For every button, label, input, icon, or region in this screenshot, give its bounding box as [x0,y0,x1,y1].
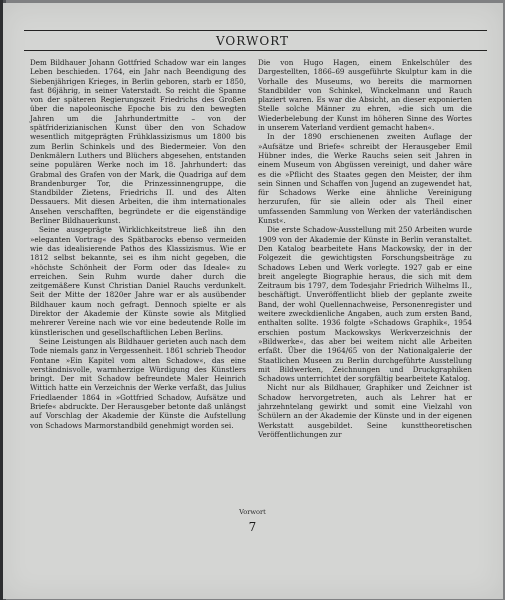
paragraph: Die erste Schadow-Ausstellung mit 250 Arbeiten wurde 1909 von der Akademie der Künste in Berlin veranstaltet. Den Katalog bearbeitete Hans Mackowsky, der in der Folgezeit die gewichtigsten Forschungsbeiträge zu Schadows Leben und Werk vorlegte. 1927 gab er eine breit angelegte Biographie heraus, die sich mit dem Zeitraum bis 1797, dem Todesjahr Friedrich Wilhelms II., beschäftigt. Unveröffentlicht blieb der geplante zweite Band, der wohl Quellennachweise, Personenregister und weitere zweckdienliche Angaben, auch zum ersten Band, enthalten sollte. 1936 folgte »Schadows Graphik«, 1954 erschien postum Mackowskys Werkverzeichnis der »Bildwerke«, das aber bei weitem nicht alle Arbeiten erfaßt. Über die 1964/65 von der Nationalgalerie der Staatlichen Museen zu Berlin durchgeführte Ausstellung mit Bildwerken, Zeichnungen und Druckgraphiken Schadows unterrichtet der sorgfältig bearbeitete Katalog. [258,225,472,384]
page-number: 7 [248,520,257,534]
paragraph: Nicht nur als Bildhauer, Graphiker und Zeichner ist Schadow hervorgetreten, auch als Lehrer hat er jahrzehntelang gewirkt und somit eine Vielzahl von Schülern an der Akademie der Künste und in der eigenen Werkstatt ausgebildet. Seine kunsttheoretischen Veröffentlichungen zur [258,383,472,439]
left-text-column [30,58,246,430]
paragraph: Seine Leistungen als Bildhauer gerieten auch nach dem Tode niemals ganz in Vergessenheit. 1861 schrieb Theodor Fontane »Ein Kapitel vom alten Schadow«, das eine verständnisvolle, warmherzige Würdigung des Künstlers bringt. Der mit Schadow befreundete Maler Heinrich Wittich hatte ein Verzeichnis der Werke verfaßt, das Julius Friedlaender 1864 in »Gottfried Schadow, Aufsätze und Briefe« abdruckte. Der Herausgeber betonte daß unlängst auf Vorschlag der Akademie der Künste die Aufstellung von Schadows Marmorstandbild genehmigt worden sei. [30,336,246,430]
page-heading: VORWORT [215,34,290,48]
header-rule-bottom [24,50,487,51]
running-footer: Vorwort [239,508,266,516]
paragraph: Seine ausgeprägte Wirklichkeitstreue ließ ihn den »eleganten Vortrag« des Spätbarocks ebenso vermeiden wie das idealisierende Pathos des Klassizismus. Wie er 1812 selbst bekannte, sei es ihm nicht gegeben, die »höchste Schönheit der Form oder das Ideale« zu erreichen. Sein Ruhm wurde daher durch die zeitgemäßere Kunst Christian Daniel Rauchs verdunkelt. Seit der Mitte der 1820er Jahre war er als ausübender Bildhauer kaum noch gefragt. Dennoch spielte er als Direktor der Akademie der Künste sowie als Mitglied mehrerer Vereine nach wie vor eine bedeutende Rolle im künstlerischen und gesellschaftlichen Leben Berlins. [30,225,246,337]
paragraph: In der 1890 erschienenen zweiten Auflage der »Aufsätze und Briefe« schreibt der Herausgeber Emil Hübner indes, die Werke Rauchs seien seit Jahren in einem Museum von Abgüssen vereinigt, und daher wäre es die »Pflicht des Staates gegen den Meister, der ihm sein Sinnen und Schaffen von Jugend an zugewendet hat, für Schadows Werke eine ähnliche Vereinigung herzurufen, für sie allein oder als Theil einer umfassenden Sammlung von Werken der vaterländischen Kunst«. [258,132,472,226]
paragraph: Die von Hugo Hagen, einem Enkelschüler des Dargestellten, 1866–69 ausgeführte Skulptur kam in die Vorhalle des Museums, wo bereits die marmornen Standbilder von Schinkel, Winckelmann und Rauch plaziert waren. Es war die Absicht, an dieser exponierten Stelle solche Männer zu ehren, »die sich um die Wiederbelebung der Kunst im höheren Sinne des Wortes in unserem Vaterland verdient gemacht haben«. [258,58,472,133]
header-rule-top [24,30,487,31]
right-text-column [258,58,472,439]
paragraph: Dem Bildhauer Johann Gottfried Schadow war ein langes Leben beschieden. 1764, ein Jahr nach Beendigung des Siebenjährigen Krieges, in Berlin geboren, starb er 1850, fast 86jährig, in seiner Vaterstadt. So reicht die Spanne von der späteren Regierungszeit Friedrichs des Großen über die napoleonische Epoche bis zu den bewegten Jahren um die Jahrhundertmitte – von der spätfriderizianischen Kunst über den von Schadow wesentlich mitgeprägten Frühklassizismus um 1800 bis zum Berlin Schinkels und des Biedermeier. Von den Denkmälern Luthers und Blüchers abgesehen, entstanden seine populären Werke noch im 18. Jahrhundert: das Grabmal des Grafen von der Mark, die Quadriga auf dem Brandenburger Tor, die Prinzessinnengruppe, die Standbilder Zietens, Friedrichs II. und des Alten Dessauers. Mit diesen Arbeiten, die ihm internationales Ansehen verschafften, begründete er die eigenständige Berliner Bildhauerkunst. [30,58,246,226]
